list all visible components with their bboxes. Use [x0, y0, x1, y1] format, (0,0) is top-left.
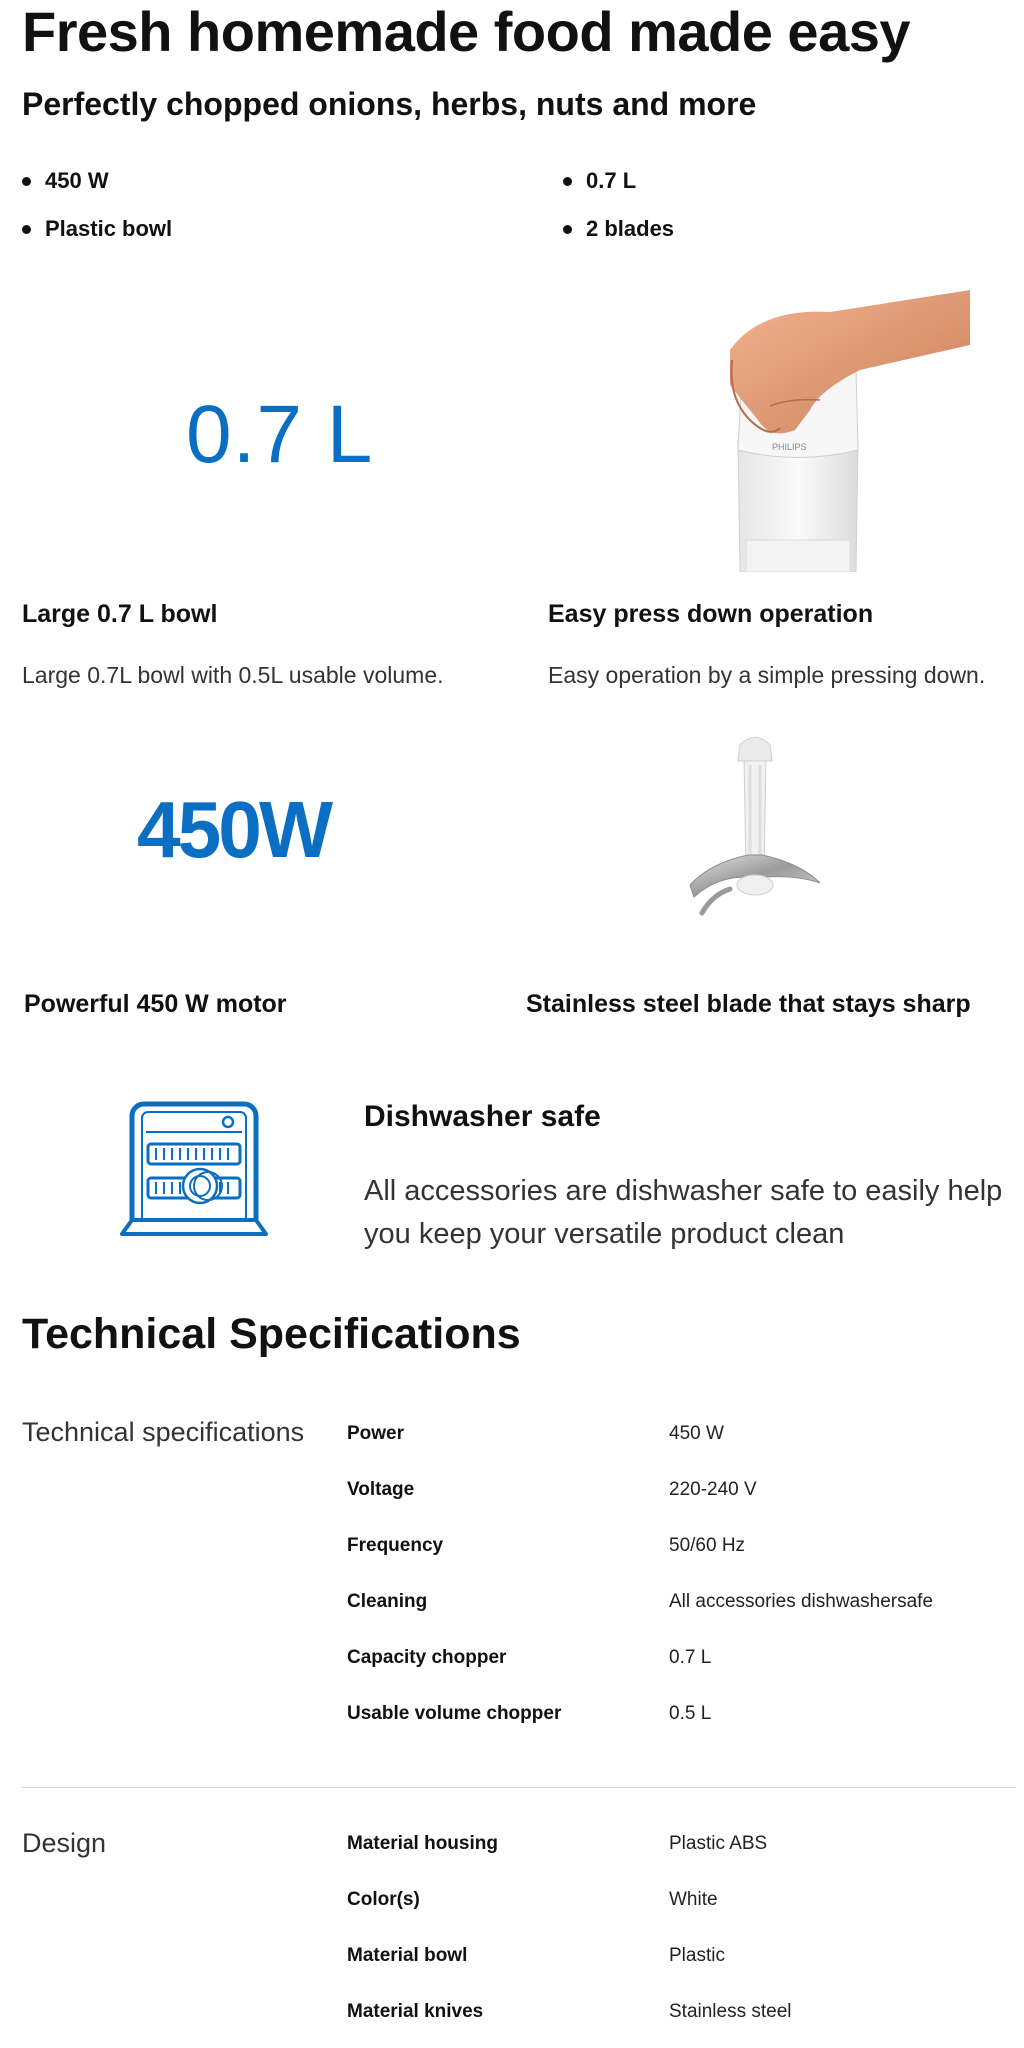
bullet-icon: [563, 225, 572, 234]
highlight-item: 0.7 L: [563, 166, 636, 196]
spec-group-label: Design: [22, 1828, 107, 1858]
spec-group-label: Technical specifications: [22, 1417, 305, 1447]
feature-desc-bowl: Large 0.7L bowl with 0.5L usable volume.: [22, 662, 444, 688]
bullet-icon: [563, 177, 572, 186]
bowl-volume-graphic: 0.7 L: [186, 389, 374, 480]
spec-name: Voltage: [347, 1479, 415, 1500]
feature-desc-press: Easy operation by a simple pressing down.: [548, 662, 986, 688]
spec-name: Frequency: [347, 1535, 444, 1556]
specs-heading: Technical Specifications: [22, 1310, 521, 1358]
spec-name: Color(s): [347, 1889, 420, 1910]
page-title: Fresh homemade food made easy: [22, 0, 911, 63]
brand-label: PHILIPS: [772, 442, 807, 452]
spec-name: Material housing: [347, 1833, 498, 1854]
spec-value: 450 W: [669, 1423, 724, 1444]
spec-value: All accessories dishwashersafe: [669, 1591, 934, 1612]
highlight-item: 2 blades: [563, 214, 674, 244]
blade-image: [680, 735, 830, 925]
feature-title-bowl: Large 0.7 L bowl: [22, 600, 218, 628]
dishwasher-graphic: [118, 1100, 270, 1246]
spec-value: 0.7 L: [669, 1647, 712, 1668]
spec-name: Material knives: [347, 2001, 484, 2022]
spec-group-divider: [22, 1787, 1016, 1788]
spec-value: 50/60 Hz: [669, 1535, 746, 1556]
press-down-image: [620, 290, 980, 572]
page-subtitle: Perfectly chopped onions, herbs, nuts and more: [22, 86, 757, 122]
highlight-item: Plastic bowl: [22, 214, 172, 244]
hand-pressing-chopper-icon: [620, 290, 980, 572]
dishwasher-description: All accessories are dishwasher safe to easily help you keep your versatile product clean: [364, 1175, 1003, 1250]
spec-name: Cleaning: [347, 1591, 428, 1612]
bullet-icon: [22, 177, 31, 186]
spec-value: 0.5 L: [669, 1703, 712, 1724]
highlight-item: 450 W: [22, 166, 109, 196]
motor-power-graphic: 450W: [136, 785, 331, 874]
spec-value: 220-240 V: [669, 1479, 757, 1500]
spec-value: Plastic: [669, 1945, 725, 1966]
dishwasher-title: Dishwasher safe: [364, 1100, 601, 1133]
spec-value: White: [669, 1889, 718, 1910]
spec-name: Usable volume chopper: [347, 1703, 562, 1724]
feature-title-blade: Stainless steel blade that stays sharp: [526, 990, 971, 1018]
dishwasher-icon: [118, 1100, 270, 1246]
bullet-icon: [22, 225, 31, 234]
spec-value: Plastic ABS: [669, 1833, 768, 1854]
spec-name: Capacity chopper: [347, 1647, 507, 1668]
feature-title-press: Easy press down operation: [548, 600, 874, 628]
spec-name: Material bowl: [347, 1945, 468, 1966]
spec-value: Stainless steel: [669, 2001, 792, 2022]
stainless-blade-icon: [680, 735, 830, 925]
spec-name: Power: [347, 1423, 405, 1444]
feature-title-motor: Powerful 450 W motor: [24, 990, 287, 1018]
